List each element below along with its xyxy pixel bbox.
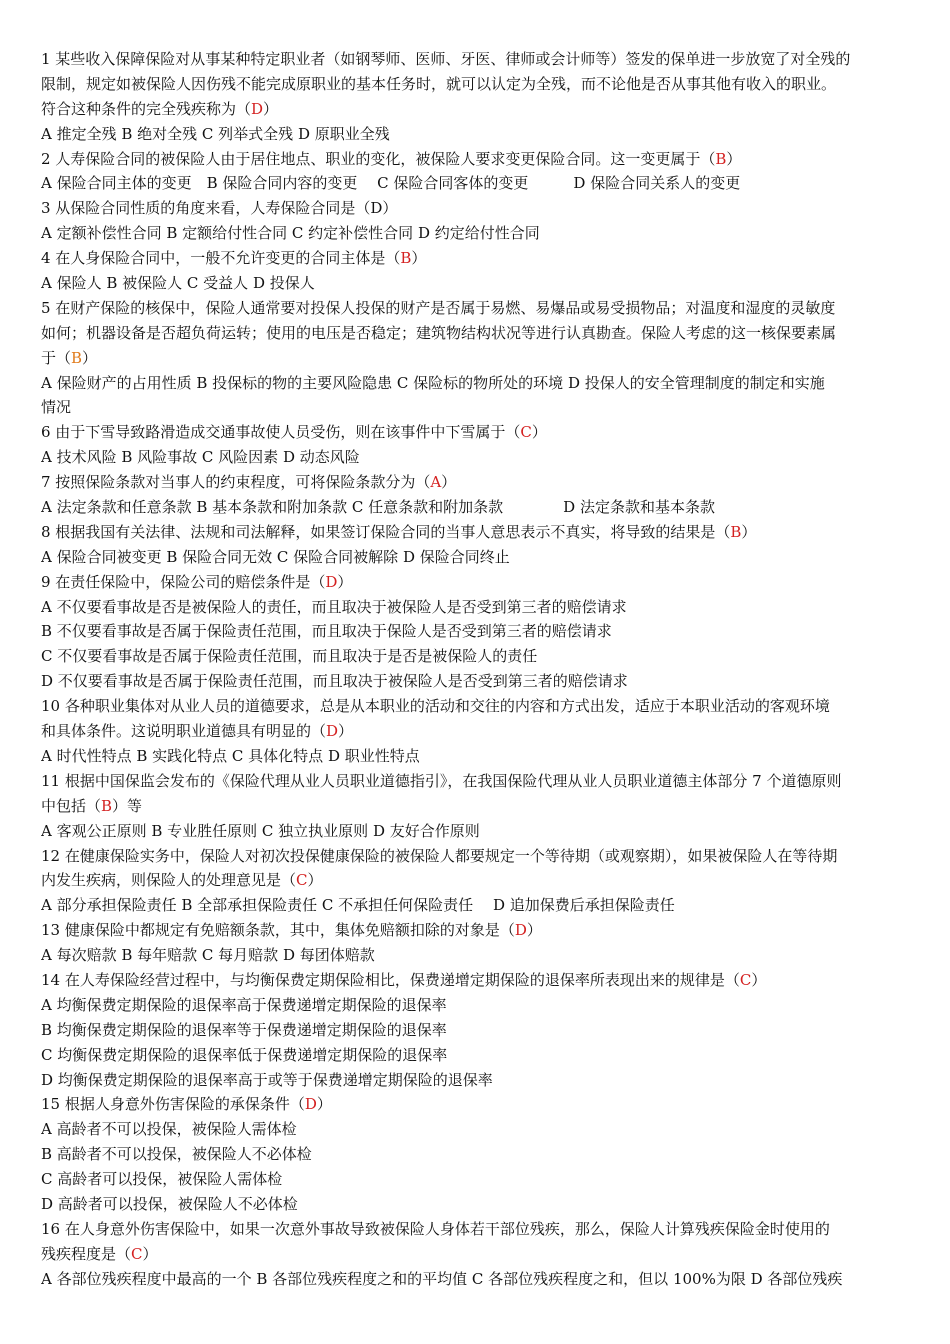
line-text: A 各部位残疾程度中最高的一个 B 各部位残疾程度之和的平均值 C 各部位残疾程度之和，但以 100%为限 D 各部位残疾 [41,1269,843,1288]
answer-letter: A [430,473,442,492]
line-text: 1 某些收入保障保险对从事某种特定职业者（如钢琴师、医师、牙医、律师或会计师等）签发的保单进一步放宽了对全残的 [41,50,851,68]
text-line [41,619,910,644]
answer-letter: D [514,921,527,940]
text-line [41,1167,910,1192]
line-text: 内发生疾病，则保险人的处理意见是（ [41,871,297,890]
line-text: C 不仅要看事故是否属于保险责任范围，而且取决于是否是被保险人的责任 [41,647,538,666]
line-text: 9 在责任保险中，保险公司的赔偿条件是（ [41,572,326,591]
line-text: A 部分承担保险责任 B 全部承担保险责任 C 不承担任何保险责任 D 追加保费后承担保险责任 [41,896,675,915]
line-text: A 客观公正原则 B 专业胜任原则 C 独立执业原则 D 友好合作原则 [41,821,480,840]
text-line [41,769,910,794]
text-line [41,794,910,819]
text-line [41,395,910,420]
line-text: A 技术风险 B 风险事故 C 风险因素 D 动态风险 [41,448,360,467]
text-line [41,570,910,595]
text-line [41,246,910,271]
text-line [41,346,910,371]
line-text-end: ） [411,249,427,268]
line-text: A 高龄者不可以投保，被保险人需体检 [41,1120,297,1139]
text-line [41,196,910,221]
line-text: 限制，规定如被保险人因伤残不能完成原职业的基本任务时，就可以认定为全残，而不论他是否从事其他有收入的职业。 [41,74,837,93]
line-text: 4 在人身保险合同中，一般不允许变更的合同主体是（ [41,249,401,268]
text-line [41,72,910,97]
text-line [41,993,910,1018]
text-line [41,1242,910,1267]
text-line [41,968,910,993]
text-line [41,371,910,396]
line-text-end: ） [263,99,279,118]
line-text: 3 从保险合同性质的角度来看，人寿保险合同是（D） [41,199,398,218]
text-line [41,1068,910,1093]
text-line [41,644,910,669]
answer-letter: B [730,522,742,541]
text-line [41,1117,910,1142]
line-text: 14 在人寿保险经营过程中，与均衡保费定期保险相比，保费递增定期保险的退保率所表现出来的规律是（ [41,970,740,989]
text-line [41,893,910,918]
line-text-end: ） [337,572,353,591]
line-text: A 保险财产的占用性质 B 投保标的物的主要风险隐患 C 保险标的物所处的环境 D 投保人的安全管理制度的制定和实施 [41,373,825,392]
answer-letter: B [101,796,113,815]
line-text: C 高龄者可以投保，被保险人需体检 [41,1170,283,1189]
answer-letter: C [520,423,532,442]
answer-letter: D [304,1095,317,1114]
line-text: B 不仅要看事故是否属于保险责任范围，而且取决于保险人是否受到第三者的赔偿请求 [41,622,612,641]
answer-letter: C [296,871,308,890]
line-text-end: ） [82,348,98,367]
line-text: 12 在健康保险实务中，保险人对初次投保健康保险的被保险人都要规定一个等待期（或观察期），如果被保险人在等待期 [41,846,838,865]
line-text: A 保险合同主体的变更 B 保险合同内容的变更 C 保险合同客体的变更 D 保险合同关系人的变更 [41,174,741,193]
line-text: B 高龄者不可以投保，被保险人不必体检 [41,1145,312,1164]
text-line [41,744,910,769]
line-text: A 均衡保费定期保险的退保率高于保费递增定期保险的退保率 [41,995,447,1014]
text-line [41,868,910,893]
text-line [41,271,910,296]
line-text: 5 在财产保险的核保中，保险人通常要对投保人投保的财产是否属于易燃、易爆品或易受损物品；对温度和湿度的灵敏度 [41,298,836,317]
line-text: 如何；机器设备是否超负荷运转；使用的电压是否稳定；建筑物结构状况等进行认真勘查。保险人考虑的这一核保要素属 [41,323,837,342]
line-text: D 均衡保费定期保险的退保率高于或等于保费递增定期保险的退保率 [41,1070,493,1089]
line-text: 2 人寿保险合同的被保险人由于居住地点、职业的变化，被保险人要求变更保险合同。这一变更属于（ [41,149,716,168]
text-line [41,171,910,196]
text-line [41,1018,910,1043]
line-text-end: ） [441,473,457,492]
line-text: 中包括（ [41,796,102,815]
line-text: 残疾程度是（ [41,1244,132,1263]
line-text: A 每次赔款 B 每年赔款 C 每月赔款 D 每团体赔款 [41,946,375,965]
text-line [41,694,910,719]
line-text-end: ） [526,921,542,940]
line-text: 和具体条件。这说明职业道德具有明显的（ [41,722,327,741]
line-text-end: ）等 [112,796,143,815]
line-text: 13 健康保险中都规定有免赔额条款，其中，集体免赔额扣除的对象是（ [41,921,515,940]
text-line [41,122,910,147]
line-text-end: ） [531,423,547,442]
line-text: A 定额补偿性合同 B 定额给付性合同 C 约定补偿性合同 D 约定给付性合同 [41,224,540,243]
text-line [41,470,910,495]
line-text: D 不仅要看事故是否属于保险责任范围，而且取决于被保险人是否受到第三者的赔偿请求 [41,672,628,691]
line-text-end: ） [142,1244,158,1263]
text-line [41,918,910,943]
line-text: 6 由于下雪导致路滑造成交通事故使人员受伤，则在该事件中下雪属于（ [41,423,521,442]
line-text: A 保险人 B 被保险人 C 受益人 D 投保人 [41,274,315,293]
line-text: 7 按照保险条款对当事人的约束程度，可将保险条款分为（ [41,473,431,492]
line-text-end: ） [307,871,323,890]
answer-letter: C [739,970,752,989]
line-text-end: ） [751,970,767,989]
line-text: 8 根据我国有关法律、法规和司法解释，如果签订保险合同的当事人意思表示不真实，将导致的结果是（ [41,522,731,541]
text-line [41,321,910,346]
text-line [41,147,910,172]
text-line [41,221,910,246]
answer-letter: B [71,348,83,367]
line-text: 于（ [41,348,72,367]
text-line [41,1192,910,1217]
text-line [41,97,910,122]
line-text: A 保险合同被变更 B 保险合同无效 C 保险合同被解除 D 保险合同终止 [41,547,510,566]
text-line [41,595,910,620]
text-line [41,719,910,744]
line-text: B 均衡保费定期保险的退保率等于保费递增定期保险的退保率 [41,1020,447,1039]
line-text: 15 根据人身意外伤害保险的承保条件（ [41,1095,305,1114]
answer-letter: D [251,99,264,118]
text-line [41,47,910,72]
text-line [41,420,910,445]
text-line [41,495,910,520]
answer-letter: B [715,149,727,168]
line-text: 11 根据中国保监会发布的《保险代理从业人员职业道德指引》，在我国保险代理从业人员职业道德主体部分 7 个道德原则 [41,771,842,790]
line-text-end: ） [316,1095,332,1114]
text-line [41,520,910,545]
text-line [41,1217,910,1242]
text-line [41,445,910,470]
text-line [41,844,910,869]
line-text-end: ） [338,722,354,741]
line-text: D 高龄者可以投保，被保险人不必体检 [41,1194,298,1213]
line-text: 情况 [41,398,72,417]
answer-letter: D [326,722,339,741]
answer-letter: D [325,572,338,591]
line-text: A 不仅要看事故是否是被保险人的责任，而且取决于被保险人是否受到第三者的赔偿请求 [41,597,627,616]
line-text: A 时代性特点 B 实践化特点 C 具体化特点 D 职业性特点 [41,746,420,765]
text-line [41,1092,910,1117]
text-line [41,1142,910,1167]
answer-letter: C [131,1244,143,1263]
answer-letter: B [400,249,412,268]
text-line [41,296,910,321]
line-text: 16 在人身意外伤害保险中，如果一次意外事故导致被保险人身体若干部位残疾，那么，保险人计算残疾保险金时使用的 [41,1219,830,1238]
line-text: 10 各种职业集体对从业人员的道德要求，总是从本职业的活动和交往的内容和方式出发，适应于本职业活动的客观环境 [41,697,830,716]
text-line [41,669,910,694]
line-text-end: ） [726,149,742,168]
line-text: C 均衡保费定期保险的退保率低于保费递增定期保险的退保率 [41,1045,448,1064]
text-line [41,1267,910,1292]
text-line [41,1043,910,1068]
line-text-end: ） [741,522,757,541]
line-text: A 法定条款和任意条款 B 基本条款和附加条款 C 任意条款和附加条款 D 法定条款和基本条款 [41,498,715,517]
line-text: 符合这种条件的完全残疾称为（ [41,99,252,118]
line-text: A 推定全残 B 绝对全残 C 列举式全残 D 原职业全残 [41,124,390,143]
text-line [41,943,910,968]
text-line [41,545,910,570]
text-line [41,819,910,844]
